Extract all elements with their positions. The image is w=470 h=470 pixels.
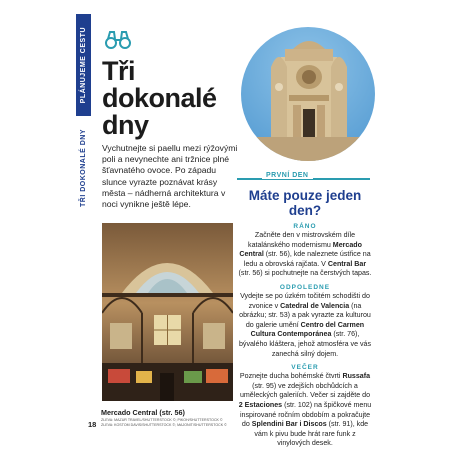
link-mercado-central: Mercado Central xyxy=(239,240,362,259)
credits-line-2: ZLEVA: KOSTOM DAVIS/SHUTTERSTOCK ©; MAJONIT/SHUTTERSTOCK © xyxy=(101,422,227,427)
intro-paragraph: Vychutnejte si paellu mezi rýžovými poli a nevynechte ani tržnice plné šťavnatého ovoce. Po západu slunce vyrazte poznávat krásy města – nádherná architektura v noci vynikne ještě lépe. xyxy=(102,143,238,210)
evening-paragraph: Poznejte ducha bohémské čtvrti Russafa (str. 95) ve zdejších obchůdcích a uměleckých galeriích. Večer si zajděte do 2 Estaciones (str. 102) na špičkové menu inspirované ročním obdobím a pokračujte do Splendini Bar i Discos (str. 91), kde vám k pivu bude hrát rare funk z vinylových desek. xyxy=(238,372,372,448)
itinerary-column xyxy=(238,188,372,454)
chapter-sidebar-tab xyxy=(76,118,91,218)
link-2-estaciones: 2 Estaciones xyxy=(238,400,283,409)
title-line-3: dny xyxy=(102,110,149,140)
link-centro-del-carmen: Centro del Carmen Cultura Contemporánea xyxy=(250,320,365,339)
section-label: PLÁNUJEME CESTU xyxy=(80,26,87,104)
section-sidebar-tab xyxy=(76,14,91,116)
afternoon-label: ODPOLEDNE xyxy=(279,283,331,291)
itinerary-subtitle: Máte pouze jeden den? xyxy=(248,188,362,218)
photo-credits xyxy=(101,418,251,427)
market-interior-photo xyxy=(102,223,233,401)
title-line-2: dokonalé xyxy=(102,83,217,113)
cathedral-photo xyxy=(241,27,375,161)
evening-label: VEČER xyxy=(291,364,319,372)
binoculars-icon xyxy=(104,30,132,50)
link-russafa: Russafa xyxy=(342,372,371,381)
morning-paragraph: Začněte den v mistrovském díle katalánského modernismu Mercado Central (str. 56), kde naleznete ústřice na ledu a obrovská rajčata. V Central Bar (str. 56) si pochutnejte na čerstvých tapas. xyxy=(238,231,372,278)
morning-label: RÁNO xyxy=(293,223,317,230)
day-tag: PRVNÍ DEN xyxy=(262,172,313,179)
chapter-label: TŘI DOKONALÉ DNY xyxy=(80,129,87,207)
photo-caption: Mercado Central (str. 56) xyxy=(101,408,185,417)
page-number: 18 xyxy=(88,420,97,429)
afternoon-paragraph: Vydejte se po úzkém točitém schodišti do zvonice v Catedral de Valencia (na obrázku; str. 53) a pak vyrazte za kulturou do galerie umění Centro del Carmen Cultura Contemporánea (str. 76), bývalého kláštera, jehož atmosféra ve vás zanechá silný dojem. xyxy=(238,291,372,358)
title-line-1: Tři xyxy=(102,56,136,86)
page-title xyxy=(102,58,252,139)
link-central-bar: Central Bar xyxy=(327,259,367,268)
credits-line-1: ZLEVA: MAZUR TRAVEL/SHUTTERSTOCK ©; PIKOH/SHUTTERSTOCK © xyxy=(101,418,223,422)
link-splendini-bar: Splendini Bar i Discos xyxy=(251,420,327,429)
link-catedral: Catedral de Valencia xyxy=(280,301,350,310)
